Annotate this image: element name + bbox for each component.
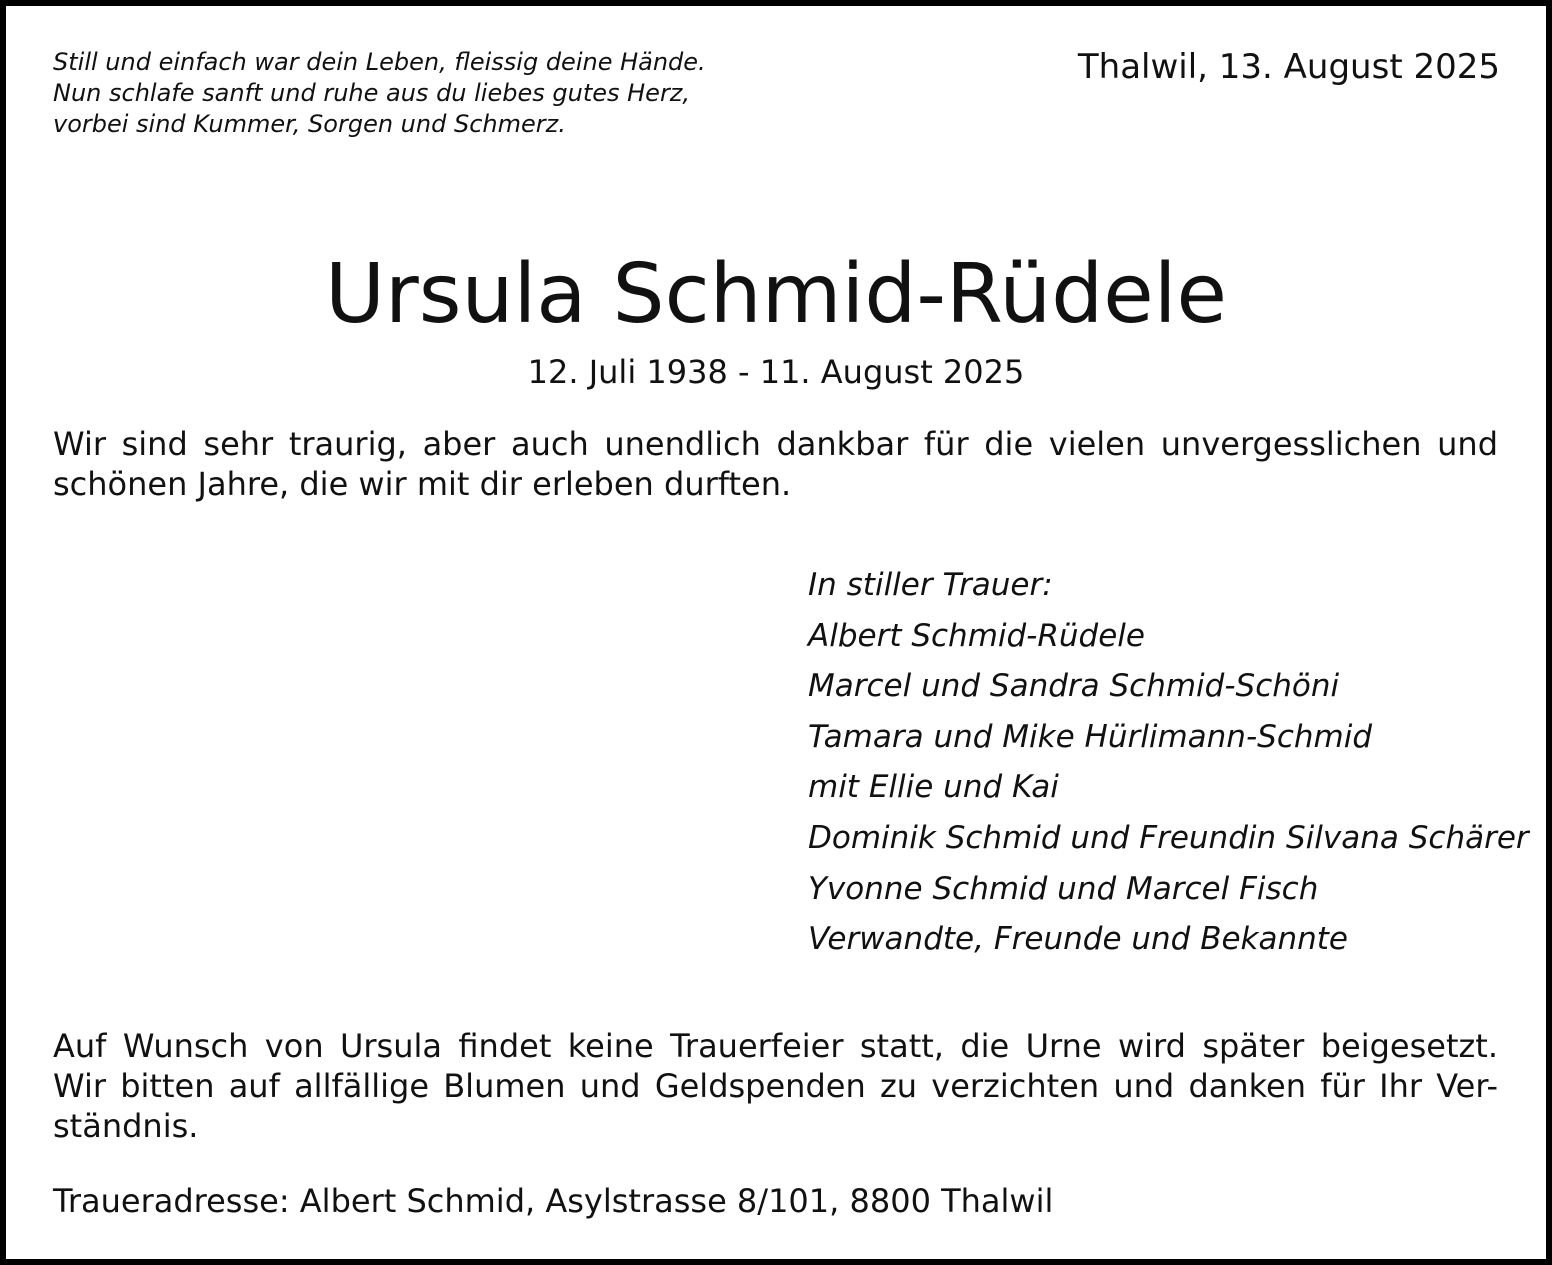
gratitude-paragraph [53,424,1498,504]
mourner-entry: Marcel und Sandra Schmid-Schöni [808,668,1340,705]
mourner-entry: mit Ellie und Kai [808,769,1059,806]
paragraph-line: ständnis. [53,1107,199,1145]
mourner-entry: Albert Schmid-Rüdele [808,617,1145,654]
place-and-date: Thalwil, 13. August 2025 [1077,47,1500,87]
paragraph-line: Auf Wunsch von Ursula findet keine Trauerfeier statt, die Urne wird später beigesetzt. [53,1027,1498,1065]
paragraph-line: Wir sind sehr traurig, aber auch unendlich dankbar für die vielen unvergesslichen und [53,425,1498,463]
mourner-entry: Tamara und Mike Hürlimann-Schmid [808,718,1372,755]
mourning-address: Traueradresse: Albert Schmid, Asylstrasse 8/101, 8800 Thalwil [53,1182,1054,1220]
paragraph-line: schönen Jahre, die wir mit dir erleben durften. [53,465,792,503]
mourner-entry: Verwandte, Freunde und Bekannte [808,921,1349,958]
notice-paragraph [53,1026,1498,1146]
mourner-entry: Dominik Schmid und Freundin Silvana Schärer [808,819,1529,856]
mourners-heading: In stiller Trauer: [808,567,1053,603]
poem-verse [53,47,753,140]
life-dates: 12. Juli 1938 - 11. August 2025 [527,353,1025,391]
deceased-name: Ursula Schmid-Rüdele [325,247,1227,342]
poem-line: Nun schlafe sanft und ruhe aus du liebes gutes Herz, [53,79,691,107]
poem-line: vorbei sind Kummer, Sorgen und Schmerz. [53,110,566,138]
mourner-entry: Yvonne Schmid und Marcel Fisch [808,870,1319,907]
poem-line: Still und einfach war dein Leben, fleissig deine Hände. [53,48,706,76]
paragraph-line: Wir bitten auf allfällige Blumen und Geldspenden zu verzichten und danken für Ihr Ver- [53,1067,1498,1105]
mourners-list [808,560,1529,965]
